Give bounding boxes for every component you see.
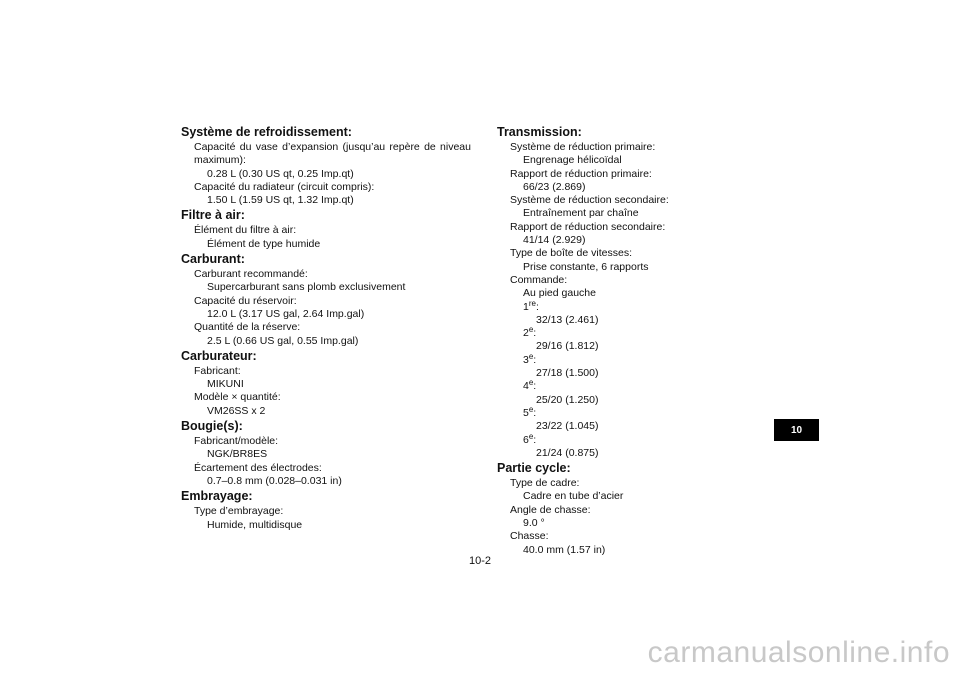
gear-ratio: 32/13 (2.461) [536,313,599,326]
spec-label: Type d’embrayage: [194,505,284,518]
spec-value: 9.0 ° [523,517,545,530]
gear-ordinal: e [528,431,534,441]
spec-label: Angle de chasse: [510,503,591,516]
section-title: Embrayage: [181,489,253,504]
spec-section [497,125,787,460]
gear-label [497,298,787,314]
spec-label: Commande: [510,273,568,286]
gear-ratio: 25/20 (1.250) [536,393,599,406]
section-title: Partie cycle: [497,461,571,476]
gear-number: 6 [523,433,529,446]
spec-value: 0.7–0.8 mm (0.028–0.031 in) [207,474,342,487]
spec-section [181,489,471,532]
spec-section [181,252,471,348]
gear-label [497,327,787,340]
gear-label [497,380,787,393]
right-column [497,124,787,557]
spec-value: NGK/BR8ES [207,448,268,461]
spec-label: Capacité du réservoir: [194,294,297,307]
spec-value: 41/14 (2.929) [523,234,586,247]
gear-number: 1 [523,300,529,313]
left-column [181,124,471,532]
gear-ordinal: e [528,325,534,335]
spec-label: Système de réduction secondaire: [510,194,669,207]
gear-ratio: 21/24 (0.875) [536,446,599,459]
page-number: 10-2 [468,555,492,567]
section-title: Filtre à air: [181,208,245,223]
spec-section [181,419,471,488]
gear-ordinal: e [528,378,534,388]
spec-value: 12.0 L (3.17 US gal, 2.64 Imp.gal) [207,307,365,320]
spec-value: Entraînement par chaîne [523,207,639,220]
gear-ordinal: re [528,298,536,308]
spec-value: Élément de type humide [207,237,321,250]
section-title: Système de refroidissement: [181,125,352,139]
section-title: Transmission: [497,125,582,139]
spec-label: Capacité du vase d’expansion (jusqu’au repère de niveau maximum): [194,141,471,167]
spec-label: Carburant recommandé: [194,268,308,281]
gear-colon: : [533,380,537,393]
gear-label [497,431,787,447]
spec-value: Engrenage hélicoïdal [523,154,622,167]
gear-ratio: 29/16 (1.812) [536,340,599,353]
gear-colon: : [533,433,537,446]
spec-label: Fabricant/modèle: [194,435,279,448]
spec-section [181,125,471,207]
spec-section [181,208,471,251]
watermark: carmanualsonline.info [647,636,950,669]
spec-label: Capacité du radiateur (circuit compris): [194,180,375,193]
spec-label: Type de cadre: [510,477,580,490]
spec-value: 2.5 L (0.66 US gal, 0.55 Imp.gal) [207,334,359,347]
gear-number: 3 [523,353,529,366]
spec-label: Chasse: [510,530,549,543]
spec-value: 66/23 (2.869) [523,180,586,193]
spec-label: Élément du filtre à air: [194,224,297,237]
gear-label [497,351,787,367]
spec-label: Rapport de réduction primaire: [510,167,652,180]
gear-ratio: 27/18 (1.500) [536,367,599,380]
spec-label: Quantité de la réserve: [194,321,301,334]
spec-value: 0.28 L (0.30 US qt, 0.25 Imp.qt) [207,167,354,180]
spec-label: Système de réduction primaire: [510,141,656,153]
gear-ratio: 23/22 (1.045) [536,420,599,433]
gear-colon: : [533,353,537,366]
spec-label: Écartement des électrodes: [194,461,322,474]
spec-section [497,461,787,557]
spec-value: 1.50 L (1.59 US qt, 1.32 Imp.qt) [207,194,354,207]
spec-label: Modèle × quantité: [194,391,281,404]
gear-colon: : [535,300,539,313]
spec-value: Humide, multidisque [207,518,303,531]
spec-value: VM26SS x 2 [207,404,266,417]
spec-label: Fabricant: [194,364,241,377]
spec-value: Prise constante, 6 rapports [523,260,649,273]
gear-number: 2 [523,327,529,340]
gear-number: 5 [523,406,529,419]
spec-value: 40.0 mm (1.57 in) [523,543,606,556]
gear-number: 4 [523,380,529,393]
spec-label: Type de boîte de vitesses: [510,247,632,260]
gear-colon: : [533,406,537,419]
gear-colon: : [533,327,537,340]
gear-ordinal: e [528,351,534,361]
chapter-tab: 10 [774,419,819,441]
spec-value: Au pied gauche [523,287,596,300]
spec-value: MIKUNI [207,378,244,391]
section-title: Carburant: [181,252,245,267]
spec-value: Cadre en tube d’acier [523,490,624,503]
section-title: Carburateur: [181,348,257,363]
section-title: Bougie(s): [181,419,243,434]
gear-label [497,404,787,420]
spec-label: Rapport de réduction secondaire: [510,220,666,233]
gear-ordinal: e [528,404,534,414]
spec-section [181,349,471,418]
spec-value: Supercarburant sans plomb exclusivement [207,281,406,294]
